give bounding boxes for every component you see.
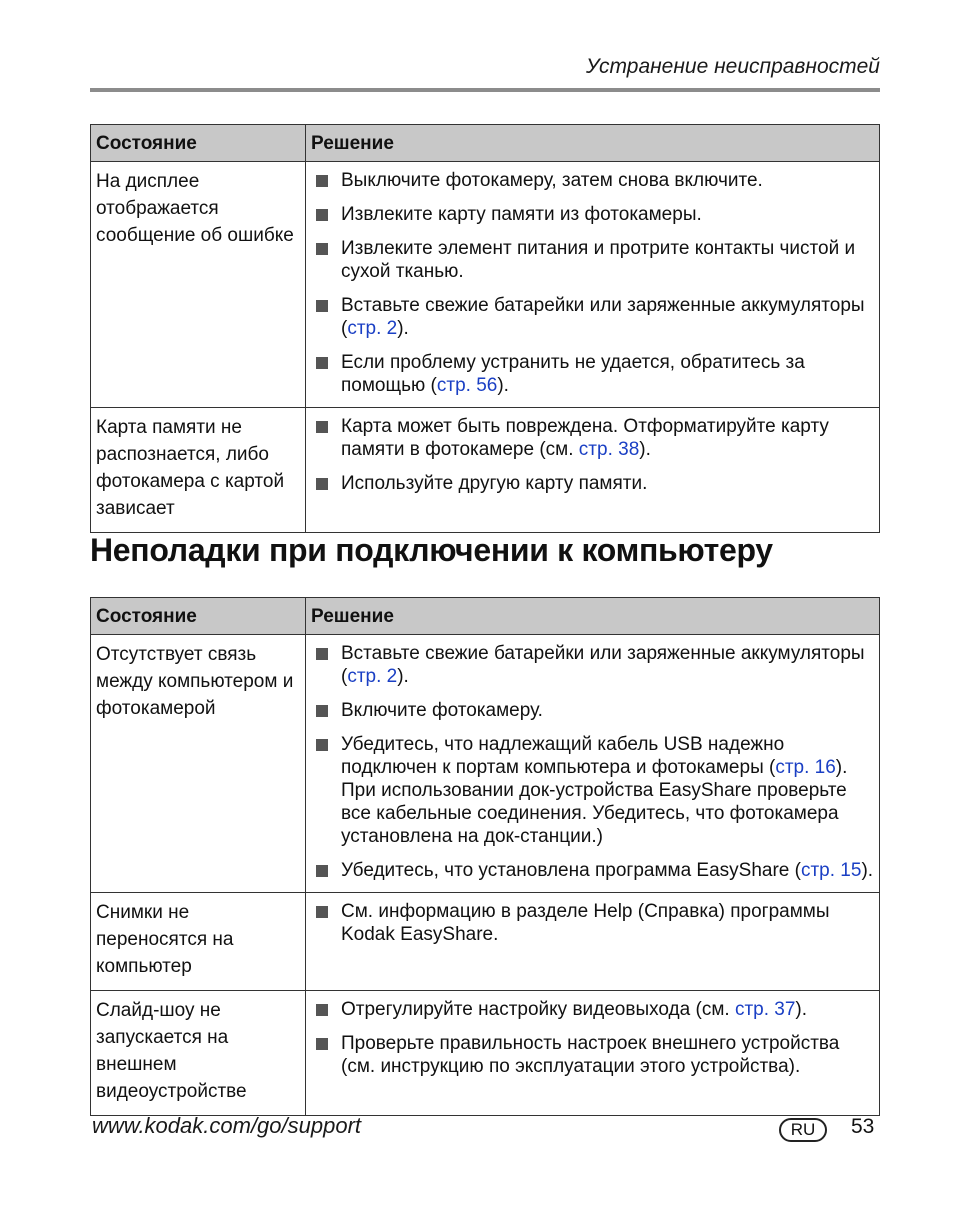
list-item: Вставьте свежие батарейки или заряженные аккумуляторы (стр. 2).	[311, 293, 874, 340]
solution-cell	[306, 991, 880, 1116]
list-item: Извлеките карту памяти из фотокамеры.	[311, 202, 874, 226]
column-header-state: Состояние	[91, 598, 306, 635]
square-bullet-icon	[316, 1004, 328, 1016]
square-bullet-icon	[316, 300, 328, 312]
square-bullet-icon	[316, 421, 328, 433]
table-row	[91, 893, 880, 991]
solution-cell	[306, 893, 880, 991]
troubleshooting-table-2	[90, 597, 880, 1116]
list-item: Если проблему устранить не удается, обратитесь за помощью (стр. 56).	[311, 350, 874, 397]
table-row	[91, 408, 880, 533]
state-cell: Снимки не переносятся на компьютер	[91, 893, 306, 991]
list-item: Включите фотокамеру.	[311, 698, 874, 722]
section-heading: Неполадки при подключении к компьютеру	[90, 532, 773, 568]
page-link[interactable]: стр. 2	[347, 318, 398, 339]
header-rule	[90, 88, 880, 92]
list-item: Вставьте свежие батарейки или заряженные аккумуляторы (стр. 2).	[311, 641, 874, 688]
page-link[interactable]: стр. 15	[800, 860, 862, 881]
square-bullet-icon	[316, 209, 328, 221]
troubleshooting-table-1	[90, 124, 880, 533]
support-url[interactable]: www.kodak.com/go/support	[92, 1113, 362, 1138]
square-bullet-icon	[316, 705, 328, 717]
list-item: Убедитесь, что установлена программа EasyShare (стр. 15).	[311, 858, 874, 882]
list-item: Проверьте правильность настроек внешнего устройства (см. инструкцию по эксплуатации этого устройства).	[311, 1031, 874, 1078]
solution-cell	[306, 635, 880, 893]
state-cell: Отсутствует связь между компьютером и фотокамерой	[91, 635, 306, 893]
page-link[interactable]: стр. 56	[436, 375, 498, 396]
square-bullet-icon	[316, 865, 328, 877]
state-cell: На дисплее отображается сообщение об ошибке	[91, 162, 306, 408]
list-item: Извлеките элемент питания и протрите контакты чистой и сухой тканью.	[311, 236, 874, 283]
running-header: Устранение неисправностей	[586, 55, 880, 78]
page-link[interactable]: стр. 37	[734, 999, 796, 1020]
square-bullet-icon	[316, 175, 328, 187]
square-bullet-icon	[316, 478, 328, 490]
page-link[interactable]: стр. 16	[775, 757, 836, 778]
list-item: См. информацию в разделе Help (Справка) программы Kodak EasyShare.	[311, 899, 874, 946]
column-header-state: Состояние	[91, 125, 306, 162]
square-bullet-icon	[316, 648, 328, 660]
solution-cell	[306, 408, 880, 533]
list-item: Используйте другую карту памяти.	[311, 471, 874, 495]
square-bullet-icon	[316, 739, 328, 751]
state-cell: Карта памяти не распознается, либо фотокамера с картой зависает	[91, 408, 306, 533]
square-bullet-icon	[316, 243, 328, 255]
list-item: Карта может быть повреждена. Отформатируйте карту памяти в фотокамере (см. стр. 38).	[311, 414, 874, 461]
solution-cell	[306, 162, 880, 408]
column-header-solution: Решение	[306, 598, 880, 635]
state-cell: Слайд-шоу не запускается на внешнем видеоустройстве	[91, 991, 306, 1116]
square-bullet-icon	[316, 1038, 328, 1050]
square-bullet-icon	[316, 357, 328, 369]
page-number: 53	[851, 1115, 875, 1138]
list-item: Выключите фотокамеру, затем снова включите.	[311, 168, 874, 192]
page-link[interactable]: стр. 2	[347, 666, 398, 687]
square-bullet-icon	[316, 906, 328, 918]
list-item: Убедитесь, что надлежащий кабель USB надежно подключен к портам компьютера и фотокамеры (стр. 16). При использовании док-устройства EasyShare проверьте все кабельные соединения. Убедитесь, что фотокамера установлена на док-станции.)	[311, 732, 874, 848]
table-row	[91, 991, 880, 1116]
language-badge: RU	[779, 1118, 827, 1142]
page-link[interactable]: стр. 38	[578, 439, 640, 460]
column-header-solution: Решение	[306, 125, 880, 162]
table-row	[91, 162, 880, 408]
list-item: Отрегулируйте настройку видеовыхода (см. стр. 37).	[311, 997, 874, 1021]
table-row	[91, 635, 880, 893]
